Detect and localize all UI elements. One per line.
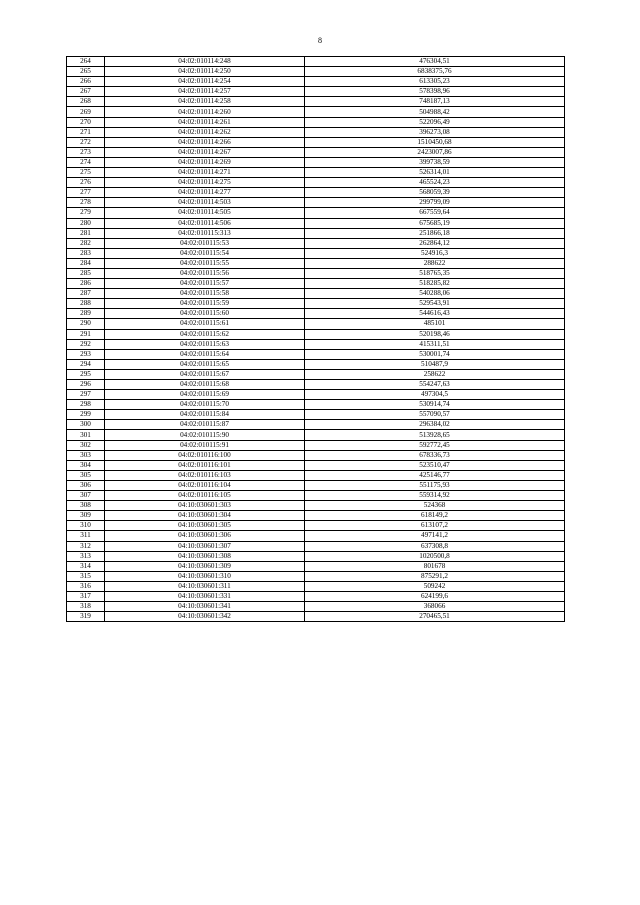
row-number-cell: 306 — [67, 480, 105, 490]
row-number-cell: 269 — [67, 107, 105, 117]
table-row — [67, 238, 565, 248]
cadastral-value-table — [66, 56, 565, 622]
row-number-cell: 309 — [67, 511, 105, 521]
cadastral-number-cell: 04:02:010115:64 — [105, 349, 305, 359]
row-number-cell: 286 — [67, 279, 105, 289]
cadastral-value-cell: 465524,23 — [305, 178, 565, 188]
cadastral-number-cell: 04:02:010115:62 — [105, 329, 305, 339]
cadastral-value-cell: 524368 — [305, 501, 565, 511]
cadastral-number-cell: 04:02:010116:100 — [105, 450, 305, 460]
cadastral-value-cell: 678336,73 — [305, 450, 565, 460]
table-row — [67, 299, 565, 309]
row-number-cell: 280 — [67, 218, 105, 228]
table-row — [67, 511, 565, 521]
table-row — [67, 248, 565, 258]
row-number-cell: 293 — [67, 349, 105, 359]
cadastral-number-cell: 04:02:010115:58 — [105, 289, 305, 299]
cadastral-value-cell: 1510450,68 — [305, 137, 565, 147]
table-row — [67, 137, 565, 147]
cadastral-number-cell: 04:10:030601:304 — [105, 511, 305, 521]
cadastral-number-cell: 04:02:010115:84 — [105, 410, 305, 420]
cadastral-number-cell: 04:02:010115:60 — [105, 309, 305, 319]
table-row — [67, 571, 565, 581]
cadastral-value-cell: 523510,47 — [305, 460, 565, 470]
table-row — [67, 258, 565, 268]
cadastral-value-cell: 299799,09 — [305, 198, 565, 208]
cadastral-value-cell: 518765,35 — [305, 268, 565, 278]
row-number-cell: 276 — [67, 178, 105, 188]
table-row — [67, 147, 565, 157]
cadastral-value-cell: 288622 — [305, 258, 565, 268]
table-row — [67, 67, 565, 77]
row-number-cell: 283 — [67, 248, 105, 258]
row-number-cell: 268 — [67, 97, 105, 107]
table-row — [67, 218, 565, 228]
cadastral-number-cell: 04:10:030601:305 — [105, 521, 305, 531]
cadastral-value-cell: 251866,18 — [305, 228, 565, 238]
cadastral-number-cell: 04:02:010116:105 — [105, 491, 305, 501]
cadastral-number-cell: 04:02:010114:254 — [105, 77, 305, 87]
cadastral-value-cell: 613305,23 — [305, 77, 565, 87]
cadastral-value-cell: 368066 — [305, 602, 565, 612]
row-number-cell: 308 — [67, 501, 105, 511]
table-row — [67, 157, 565, 167]
table-row — [67, 602, 565, 612]
cadastral-value-cell: 504988,42 — [305, 107, 565, 117]
cadastral-value-cell: 667559,64 — [305, 208, 565, 218]
row-number-cell: 316 — [67, 581, 105, 591]
cadastral-number-cell: 04:02:010114:262 — [105, 127, 305, 137]
row-number-cell: 279 — [67, 208, 105, 218]
row-number-cell: 273 — [67, 147, 105, 157]
cadastral-value-cell: 624199,6 — [305, 591, 565, 601]
table-row — [67, 178, 565, 188]
cadastral-number-cell: 04:10:030601:342 — [105, 612, 305, 622]
table-row — [67, 369, 565, 379]
cadastral-number-cell: 04:02:010115:55 — [105, 258, 305, 268]
row-number-cell: 288 — [67, 299, 105, 309]
cadastral-value-cell: 396273,08 — [305, 127, 565, 137]
cadastral-value-cell: 262864,12 — [305, 238, 565, 248]
cadastral-value-cell: 637308,8 — [305, 541, 565, 551]
cadastral-number-cell: 04:10:030601:310 — [105, 571, 305, 581]
cadastral-value-cell: 748187,13 — [305, 97, 565, 107]
table-row — [67, 390, 565, 400]
row-number-cell: 294 — [67, 359, 105, 369]
table-row — [67, 87, 565, 97]
row-number-cell: 282 — [67, 238, 105, 248]
cadastral-number-cell: 04:02:010114:248 — [105, 57, 305, 67]
cadastral-number-cell: 04:02:010114:260 — [105, 107, 305, 117]
table-row — [67, 591, 565, 601]
cadastral-number-cell: 04:10:030601:303 — [105, 501, 305, 511]
cadastral-value-cell: 497141,2 — [305, 531, 565, 541]
table-row — [67, 198, 565, 208]
cadastral-number-cell: 04:02:010116:103 — [105, 470, 305, 480]
cadastral-number-cell: 04:02:010115:54 — [105, 248, 305, 258]
cadastral-number-cell: 04:02:010114:266 — [105, 137, 305, 147]
row-number-cell: 319 — [67, 612, 105, 622]
cadastral-value-cell: 1020500,8 — [305, 551, 565, 561]
row-number-cell: 284 — [67, 258, 105, 268]
cadastral-number-cell: 04:02:010115:61 — [105, 319, 305, 329]
table-row — [67, 117, 565, 127]
cadastral-number-cell: 04:02:010114:277 — [105, 188, 305, 198]
table-row — [67, 480, 565, 490]
cadastral-number-cell: 04:02:010114:271 — [105, 168, 305, 178]
cadastral-value-cell: 520198,46 — [305, 329, 565, 339]
table-row — [67, 380, 565, 390]
row-number-cell: 303 — [67, 450, 105, 460]
cadastral-number-cell: 04:02:010115:56 — [105, 268, 305, 278]
row-number-cell: 301 — [67, 430, 105, 440]
cadastral-number-cell: 04:02:010115:68 — [105, 380, 305, 390]
cadastral-value-cell: 522096,49 — [305, 117, 565, 127]
cadastral-number-cell: 04:02:010116:101 — [105, 460, 305, 470]
table-row — [67, 289, 565, 299]
row-number-cell: 298 — [67, 400, 105, 410]
row-number-cell: 310 — [67, 521, 105, 531]
cadastral-number-cell: 04:02:010114:261 — [105, 117, 305, 127]
row-number-cell: 307 — [67, 491, 105, 501]
table-row — [67, 531, 565, 541]
cadastral-value-cell: 296384,02 — [305, 420, 565, 430]
table-row — [67, 400, 565, 410]
cadastral-value-cell: 526314,01 — [305, 168, 565, 178]
row-number-cell: 272 — [67, 137, 105, 147]
row-number-cell: 297 — [67, 390, 105, 400]
cadastral-value-cell: 675685,19 — [305, 218, 565, 228]
table-row — [67, 268, 565, 278]
cadastral-value-cell: 618149,2 — [305, 511, 565, 521]
cadastral-number-cell: 04:02:010114:250 — [105, 67, 305, 77]
table-row — [67, 561, 565, 571]
cadastral-value-cell: 510487,9 — [305, 359, 565, 369]
row-number-cell: 275 — [67, 168, 105, 178]
row-number-cell: 311 — [67, 531, 105, 541]
cadastral-value-cell: 425146,77 — [305, 470, 565, 480]
table-row — [67, 97, 565, 107]
cadastral-number-cell: 04:10:030601:306 — [105, 531, 305, 541]
cadastral-value-cell: 801678 — [305, 561, 565, 571]
row-number-cell: 318 — [67, 602, 105, 612]
cadastral-number-cell: 04:02:010115:65 — [105, 359, 305, 369]
cadastral-value-cell: 544616,43 — [305, 309, 565, 319]
row-number-cell: 300 — [67, 420, 105, 430]
table-row — [67, 359, 565, 369]
table-row — [67, 349, 565, 359]
cadastral-number-cell: 04:02:010114:506 — [105, 218, 305, 228]
table-row — [67, 491, 565, 501]
cadastral-value-cell: 270465,51 — [305, 612, 565, 622]
cadastral-number-cell: 04:02:010114:275 — [105, 178, 305, 188]
row-number-cell: 296 — [67, 380, 105, 390]
row-number-cell: 302 — [67, 440, 105, 450]
cadastral-number-cell: 04:10:030601:331 — [105, 591, 305, 601]
row-number-cell: 317 — [67, 591, 105, 601]
cadastral-value-cell: 258622 — [305, 369, 565, 379]
cadastral-value-cell: 509242 — [305, 581, 565, 591]
cadastral-number-cell: 04:10:030601:309 — [105, 561, 305, 571]
page-number: 8 — [318, 36, 322, 45]
cadastral-value-cell: 2423007,86 — [305, 147, 565, 157]
row-number-cell: 314 — [67, 561, 105, 571]
cadastral-number-cell: 04:10:030601:308 — [105, 551, 305, 561]
table-row — [67, 168, 565, 178]
cadastral-value-cell: 513928,65 — [305, 430, 565, 440]
cadastral-number-cell: 04:02:010114:269 — [105, 157, 305, 167]
cadastral-value-cell: 518285,82 — [305, 279, 565, 289]
cadastral-value-cell: 485101 — [305, 319, 565, 329]
row-number-cell: 304 — [67, 460, 105, 470]
cadastral-value-cell: 557090,57 — [305, 410, 565, 420]
cadastral-value-cell: 399738,59 — [305, 157, 565, 167]
table-row — [67, 460, 565, 470]
table-row — [67, 127, 565, 137]
cadastral-number-cell: 04:02:010114:258 — [105, 97, 305, 107]
cadastral-value-cell: 540288,06 — [305, 289, 565, 299]
row-number-cell: 291 — [67, 329, 105, 339]
table-row — [67, 309, 565, 319]
cadastral-number-cell: 04:02:010115:57 — [105, 279, 305, 289]
cadastral-number-cell: 04:02:010114:267 — [105, 147, 305, 157]
table-row — [67, 339, 565, 349]
cadastral-value-cell: 578398,96 — [305, 87, 565, 97]
table-row — [67, 329, 565, 339]
cadastral-number-cell: 04:10:030601:307 — [105, 541, 305, 551]
table-row — [67, 208, 565, 218]
table-row — [67, 107, 565, 117]
table-row — [67, 410, 565, 420]
cadastral-number-cell: 04:10:030601:311 — [105, 581, 305, 591]
row-number-cell: 266 — [67, 77, 105, 87]
table-row — [67, 228, 565, 238]
row-number-cell: 270 — [67, 117, 105, 127]
cadastral-value-cell: 529543,91 — [305, 299, 565, 309]
cadastral-number-cell: 04:02:010115:91 — [105, 440, 305, 450]
cadastral-number-cell: 04:02:010115:87 — [105, 420, 305, 430]
cadastral-number-cell: 04:02:010116:104 — [105, 480, 305, 490]
cadastral-value-cell: 6838375,76 — [305, 67, 565, 77]
row-number-cell: 278 — [67, 198, 105, 208]
row-number-cell: 312 — [67, 541, 105, 551]
table-row — [67, 521, 565, 531]
row-number-cell: 267 — [67, 87, 105, 97]
cadastral-value-cell: 875291,2 — [305, 571, 565, 581]
row-number-cell: 290 — [67, 319, 105, 329]
table-row — [67, 188, 565, 198]
cadastral-value-cell: 559314,92 — [305, 491, 565, 501]
table-row — [67, 551, 565, 561]
table-row — [67, 470, 565, 480]
cadastral-number-cell: 04:10:030601:341 — [105, 602, 305, 612]
cadastral-value-cell: 476304,51 — [305, 57, 565, 67]
row-number-cell: 313 — [67, 551, 105, 561]
row-number-cell: 274 — [67, 157, 105, 167]
cadastral-value-cell: 415311,51 — [305, 339, 565, 349]
table-row — [67, 541, 565, 551]
cadastral-value-cell: 613107,2 — [305, 521, 565, 531]
row-number-cell: 287 — [67, 289, 105, 299]
cadastral-number-cell: 04:02:010114:505 — [105, 208, 305, 218]
cadastral-number-cell: 04:02:010115:53 — [105, 238, 305, 248]
row-number-cell: 265 — [67, 67, 105, 77]
cadastral-number-cell: 04:02:010115:70 — [105, 400, 305, 410]
cadastral-value-cell: 497304,5 — [305, 390, 565, 400]
cadastral-number-cell: 04:02:010114:503 — [105, 198, 305, 208]
table-row — [67, 450, 565, 460]
row-number-cell: 277 — [67, 188, 105, 198]
row-number-cell: 281 — [67, 228, 105, 238]
cadastral-value-cell: 530914,74 — [305, 400, 565, 410]
cadastral-number-cell: 04:02:010115:313 — [105, 228, 305, 238]
cadastral-value-cell: 530001,74 — [305, 349, 565, 359]
cadastral-value-cell: 592772,45 — [305, 440, 565, 450]
row-number-cell: 305 — [67, 470, 105, 480]
row-number-cell: 289 — [67, 309, 105, 319]
table-row — [67, 319, 565, 329]
table-row — [67, 430, 565, 440]
row-number-cell: 271 — [67, 127, 105, 137]
cadastral-value-cell: 568059,39 — [305, 188, 565, 198]
cadastral-number-cell: 04:02:010115:90 — [105, 430, 305, 440]
table-body — [67, 57, 565, 622]
cadastral-number-cell: 04:02:010114:257 — [105, 87, 305, 97]
row-number-cell: 292 — [67, 339, 105, 349]
row-number-cell: 295 — [67, 369, 105, 379]
table-row — [67, 77, 565, 87]
cadastral-value-cell: 551175,93 — [305, 480, 565, 490]
cadastral-value-cell: 554247,63 — [305, 380, 565, 390]
table-row — [67, 440, 565, 450]
row-number-cell: 315 — [67, 571, 105, 581]
cadastral-number-cell: 04:02:010115:67 — [105, 369, 305, 379]
table-row — [67, 581, 565, 591]
table-row — [67, 279, 565, 289]
cadastral-value-cell: 524916,3 — [305, 248, 565, 258]
row-number-cell: 264 — [67, 57, 105, 67]
table-row — [67, 420, 565, 430]
table-row — [67, 612, 565, 622]
row-number-cell: 299 — [67, 410, 105, 420]
table-row — [67, 57, 565, 67]
table-row — [67, 501, 565, 511]
cadastral-number-cell: 04:02:010115:59 — [105, 299, 305, 309]
cadastral-number-cell: 04:02:010115:63 — [105, 339, 305, 349]
row-number-cell: 285 — [67, 268, 105, 278]
cadastral-number-cell: 04:02:010115:69 — [105, 390, 305, 400]
